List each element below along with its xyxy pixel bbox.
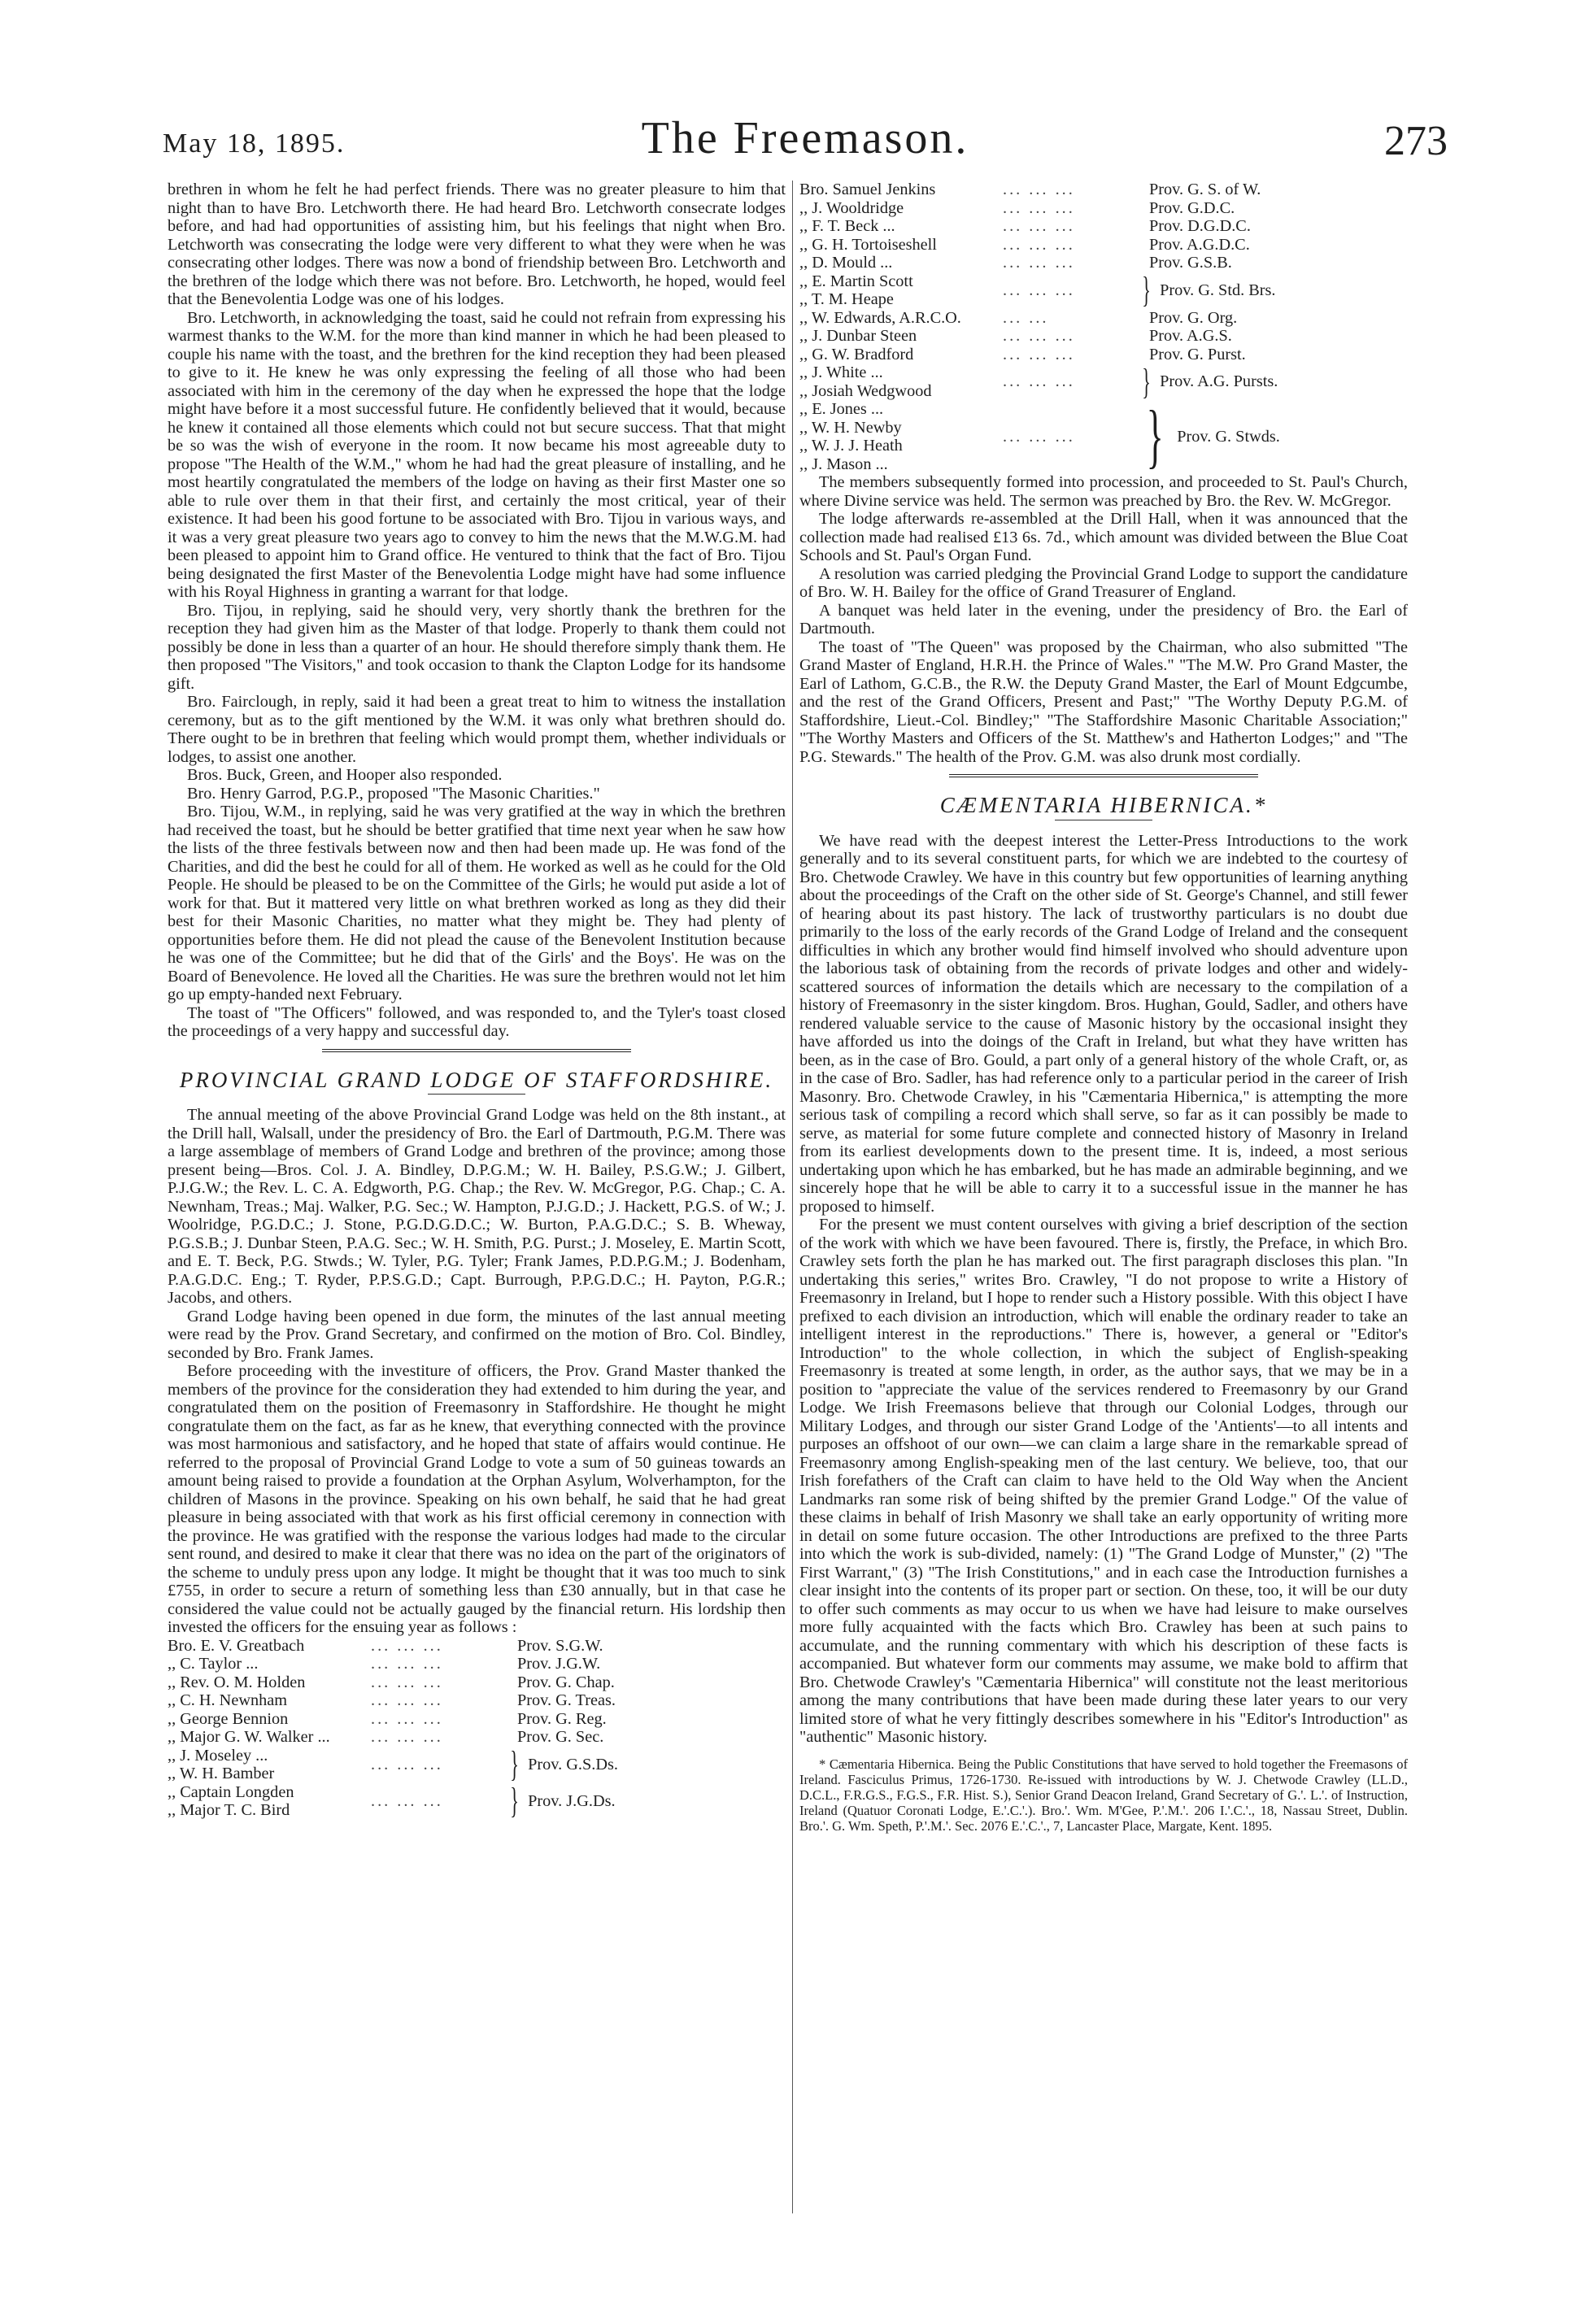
officer-row [168,1710,786,1729]
leader-dots: ... ... ... [1003,281,1075,299]
officer-row [799,181,1408,199]
officer-name: ,, E. Martin Scott [799,272,913,290]
leader-dots: ... ... ... [1003,327,1075,345]
leader-dots: ... ... ... [371,1791,443,1810]
brace-glyph: } [510,1781,519,1821]
article-paragraph: The toast of "The Queen" was proposed by the Chairman, who also submitted "The Grand Master of England, H.R.H. the Prince of Wales." "The M.W. Pro Grand Master, the Earl of Lathom, G.C.B., the R.W. the Deputy Grand Master, the Earl of Mount Edgcumbe, and the rest of the Grand Officers, Present and Past;" "The Worthy Deputy P.G.M. of Staffordshire, Lieut.-Col. Bindley;" "The Staffordshire Masonic Charitable Association;" "The Worthy Masters and Officers of the St. Matthew's and Hatherton Lodges;" and "The P.G. Stewards." The health of the Prov. G.M. was also drunk most cordially. [799,638,1408,766]
officer-name: ,, J. Dunbar Steen [799,327,917,345]
section-rule [949,774,1258,780]
officer-name: ,, G. H. Tortoiseshell [799,235,937,254]
officer-name: ,, J. Moseley ... [168,1746,268,1765]
officer-row [799,236,1408,255]
leader-dots: ... ... ... [1003,217,1075,235]
leader-dots: ... ... ... [371,1636,443,1655]
leader-dots: ... ... ... [1003,235,1075,254]
leader-dots: ... ... ... [1003,198,1075,217]
officer-office: Prov. G. Org. [1149,308,1238,327]
officer-group [799,363,1408,400]
article-paragraph: Bros. Buck, Green, and Hooper also responded. [187,766,503,784]
officer-row [168,1673,786,1692]
officer-name: ,, J. White ... [799,363,883,381]
leader-dots: ... ... ... [371,1728,443,1746]
officer-office: Prov. G. Reg. [517,1709,607,1728]
officer-name: Bro. Samuel Jenkins [799,181,936,198]
officer-name: ,, T. M. Heape [799,290,894,308]
officer-group [799,272,1408,309]
officer-name: ,, W. J. J. Heath [799,437,903,455]
officer-name: ,, C. H. Newnham [168,1691,288,1709]
officer-row [168,1655,786,1673]
officer-row [799,309,1408,328]
officer-office: Prov. D.G.D.C. [1149,217,1251,235]
officer-office: Prov. G. Purst. [1149,345,1246,363]
officer-name: ,, W. Edwards, A.R.C.O. [799,308,961,327]
issue-date: May 18, 1895. [163,128,346,159]
officer-office: Prov. G. Stwds. [1177,427,1280,446]
officer-row [799,254,1408,272]
officer-office: Prov. J.G.W. [517,1655,601,1673]
officer-office: Prov. G.S.B. [1149,254,1232,272]
officer-office: Prov. G. Sec. [517,1728,604,1746]
article-paragraph: The lodge afterwards re-assembled at the Drill Hall, when it was announced that the collection made had realised £13 6s. 7d., which amount was divided between the Blue Coat Schools and St. Paul's Organ Fund. [799,510,1408,564]
article-paragraph: We have read with the deepest interest the Letter-Press Introductions to the work generally and to its several constituent parts, for which we are indebted to the courtesy of Bro. Chetwode Crawley. We have in this country but few opportunities of learning anything about the proceedings of the Craft on the other side of St. George's Channel, and still fewer of hearing about its past history. The lack of trustworthy particulars is no doubt due primarily to the loss of the early records of the Grand Lodge of Ireland and the consequent difficulties in which any brother would find himself involved who should adventure upon the laborious task of obtaining from the records of private lodges and other and widely-scattered sources of information the details which are necessary to the compilation of a history of Freemasonry in the sister kingdom. Bros. Hughan, Gould, Sadler, and others have rendered valuable service to the cause of Masonic history by the occasional insight they have afforded us into the doings of the Craft in Ireland, but what they have written has been, as in the case of Bro. Gould, a part only of a general history of the whole Craft, or, as in the case of Bro. Sadler, has had reference only to a particular period in the career of Irish Masonry. Bro. Chetwode Crawley, in his "Cæmentaria Hibernica," is attempting the more serious task of compiling a record which shall serve, so far as it can possibly be made to serve, as material for some future complete and connected history of Masonry in Ireland from its earliest developments down to the present time. It is, indeed, a most serious undertaking upon which he has embarked, but he has made an admirable beginning, and we sincerely hope that he will be able to carry it to a successful issue in the manner he has proposed to himself. [799,831,1408,1216]
left-column [168,181,786,1820]
article-paragraph: The annual meeting of the above Provincial Grand Lodge was held on the 8th instant., at the Drill hall, Walsall, under the presidency of Bro. the Earl of Dartmouth, P.G.M. There was a large assemblage of members of Grand Lodge and brethren of the province; among those present being—Bros. Col. J. A. Bindley, D.P.G.M.; W. H. Bailey, P.S.G.W.; J. Gilbert, P.J.G.W.; the Rev. L. C. A. Edgworth, P.G. Chap.; the Rev. W. McGregor, P.G. Chap.; C. A. Newnham, Treas.; Maj. Walker, P.G. Sec.; W. Hampton, P.J.G.D.; J. Hackett, P.G.S. of W.; J. Woolridge, P.G.D.C.; J. Stone, P.G.D.G.D.C.; W. Burton, P.A.G.D.C.; S. B. Wheway, P.G.S.B.; J. Dunbar Steen, P.A.G. Sec.; W. H. Smith, P.G. Purst.; J. Moseley, E. Martin Scott, and E. T. Beck, P.G. Stwds.; W. Tyler, P.G. Tyler; Frank James, P.D.P.G.M.; J. Bodenham, P.A.G.D.C. Eng.; T. Ryder, P.P.S.G.D.; Capt. Burrough, P.P.G.D.C.; H. Payton, P.G.R.; Jacobs, and others. [168,1106,786,1307]
article-paragraph: Bro. Letchworth, in acknowledging the toast, said he could not refrain from expressing his warmest thanks to the W.M. for the more than kind manner in which he had been pleased to couple his name with the toast, and the brethren for the kind reception they had been pleased to give to it. He knew he was only expressing the feeling of all those who had been associated with him in the ceremony of the day when he expressed the hope that the lodge might have before it a most successful future. He confidently believed that it would, because he knew it contained all those elements which could not but secure success. That that might be so was the wish of everyone in the room. It now became his most agreeable duty to propose "The Health of the W.M.," whom he had had the great pleasure of installing, and he most heartily congratulated the members of the lodge on having as their first Master one so able to rule over them in that their first, and certainly the most critical, year of their existence. It had been his good fortune to be associated with Bro. Tijou in various ways, and it was a very great pleasure two years ago to convey to him the news that the M.W.G.M. had been pleased to appoint him to Grand office. He ventured to think that the fact of Bro. Tijou being designated the first Master of the Benevolentia Lodge might have had some influence with his Royal Highness in granting a warrant for that lodge. [168,308,786,601]
article-paragraph: A banquet was held later in the evening, under the presidency of Bro. the Earl of Dartmouth. [799,601,1408,638]
officer-name: ,, C. Taylor ... [168,1655,259,1673]
officer-row [168,1637,786,1656]
officer-office: Prov. G.S.Ds. [528,1755,618,1773]
brace-glyph: } [1146,397,1164,476]
page-header [163,112,1448,169]
officer-office: Prov. J.G.Ds. [528,1791,616,1810]
officer-office: Prov. A.G.D.C. [1149,235,1250,254]
officer-row [799,346,1408,364]
article-paragraph: A resolution was carried pledging the Provincial Grand Lodge to support the candidature of Bro. W. H. Bailey for the office of Grand Treasurer of England. [799,564,1408,601]
article-paragraph: Grand Lodge having been opened in due form, the minutes of the last annual meeting were read by the Prov. Grand Secretary, and confirmed on the motion of Bro. Col. Bindley, seconded by Bro. Frank James. [168,1307,786,1362]
brace-glyph: } [1142,270,1151,310]
leader-dots: ... ... ... [1003,254,1075,272]
brace-glyph: } [510,1744,519,1784]
officer-row [168,1728,786,1747]
officer-row [168,1691,786,1710]
leader-dots: ... ... ... [1003,372,1075,391]
page-number: 273 [1384,118,1448,164]
brace-glyph: } [1142,361,1151,402]
officer-office: Prov. A.G. Pursts. [1160,372,1278,391]
officer-office: Prov. G. Std. Brs. [1160,281,1276,299]
article-paragraph: The members subsequently formed into procession, and proceeded to St. Paul's Church, where Divine service was held. The sermon was preached by Bro. the Rev. W. McGregor. [799,473,1408,510]
officer-name: ,, J. Wooldridge [799,198,904,217]
officer-name: ,, G. W. Bradford [799,345,914,363]
officer-office: Prov. G. S. of W. [1149,181,1261,198]
leader-dots: ... ... ... [371,1655,443,1673]
officer-name: ,, E. Jones ... [799,400,884,418]
officer-row [799,199,1408,218]
leader-dots: ... ... ... [371,1755,443,1773]
officer-name: ,, W. H. Bamber [168,1765,275,1782]
masthead-title: The Freemason. [641,113,969,163]
leader-dots: ... ... ... [371,1709,443,1728]
officer-office: Prov. G. Chap. [517,1673,615,1691]
officer-office: Prov. G.D.C. [1149,198,1235,217]
officer-group [799,397,1408,476]
leader-dots: ... ... [1003,308,1049,327]
article-paragraph: Bro. Fairclough, in reply, said it had been a great treat to him to witness the installation ceremony, but as to the gift mentioned by the W.M. it was only what brethren should do. There ought to be in brethren that feeling which would prompt them, whether individuals or lodges, to assist one another. [168,693,786,766]
officer-name: ,, George Bennion [168,1709,289,1728]
section-rule [322,1049,631,1055]
officer-group [168,1783,786,1820]
officer-list [799,181,1408,476]
officer-office: Prov. A.G.S. [1149,327,1232,345]
officer-group [168,1744,786,1784]
leader-dots: ... ... ... [1003,181,1075,198]
article-paragraph: The toast of "The Officers" followed, and was responded to, and the Tyler's toast closed the proceedings of a very happy and successful day. [168,1003,786,1040]
officer-name: ,, D. Mould ... [799,254,893,272]
officer-name: ,, Major T. C. Bird [168,1801,290,1819]
officer-name: ,, Rev. O. M. Holden [168,1673,306,1691]
footnote: * Cæmentaria Hibernica. Being the Public Constitutions that have served to hold together the Freemasons of Ireland. Fasciculus Primus, 1726-1730. Re-issued with introductions by W. J. Chetwode Crawley (LL.D., D.C.L., F.R.G.S., F.G.S., F.R. Hist. S.), Senior Grand Deacon Ireland, Grand Secretary of G.'. L.'. of Instruction, Ireland (Quatuor Coronati Lodge, E.'.C.'.). Bro.'. Wm. M'Gee, P.'.M.'. 206 I.'.C.'., 18, Nassau Street, Dublin. Bro.'. G. Wm. Speth, P.'.M.'. Sec. 2076 E.'.C.'., 7, Lancaster Place, Margate, Kent. 1895. [799,1756,1408,1834]
article-paragraph: Bro. Henry Garrod, P.G.P., proposed "The Masonic Charities." [187,784,600,803]
leader-dots: ... ... ... [1003,427,1075,446]
officer-name: ,, J. Mason ... [799,455,888,473]
officer-name: ,, Josiah Wedgwood [799,381,932,400]
officer-office: Prov. G. Treas. [517,1691,616,1709]
officer-row [799,327,1408,346]
article-paragraph: Before proceeding with the investiture of officers, the Prov. Grand Master thanked the members of the province for the consideration they had extended to him during the year, and congratulated them on the position of Freemasonry in Staffordshire. He thought he might congratulate them on the fact, as far as he knew, that everything connected with the province was most harmonious and satisfactory, and he hoped that state of affairs would continue. He referred to the proposal of Provincial Grand Lodge to vote a sum of 50 guineas towards an amount being raised to provide a foundation at the Orphan Asylum, Wolverhampton, for the children of Masons in the province. Speaking on his own behalf, he said that he had great pleasure in being associated with that work as his first official ceremony in connection with the province. He was gratified with the response the various lodges had made to the circular sent round, and desired to make it clear that there was no idea on the part of the originators of the scheme to unduly press upon any lodge. It might be thought that it was too much to sink £755, in order to secure a return of something less than £30 annually, but in that case he considered the value could not be actually gauged by the financial return. His lordship then invested the officers for the ensuing year as follows : [168,1362,786,1636]
officer-name: ,, W. H. Newby [799,418,902,437]
article-paragraph: brethren in whom he felt he had perfect friends. There was no greater pleasure to him that night than to have Bro. Letchworth there. He had heard Bro. Letchworth consecrate lodges before, and had had opportunities of assisting him, but his feelings that night when Bro. Letchworth was consecrating the lodge were very different to what they were when he was consecrating other lodges. There was now a bond of friendship between Bro. Letchworth and the brethren of the lodge which there was not before. Bro. Letchworth, he hoped, would feel that the Benevolentia Lodge was one of his lodges. [168,181,786,308]
officer-name: ,, Major G. W. Walker ... [168,1728,330,1746]
section-heading: CÆMENTARIA HIBERNICA.* [939,793,1268,817]
officer-name: ,, Captain Longden [168,1782,294,1801]
column-divider [792,181,793,2213]
leader-dots: ... ... ... [371,1673,443,1691]
officer-name: ,, F. T. Beck ... [799,217,895,235]
officer-name: Bro. E. V. Greatbach [168,1636,305,1655]
right-column [799,181,1408,1834]
heading-rule [428,1094,525,1095]
section-heading: PROVINCIAL GRAND LODGE OF STAFFORDSHIRE. [179,1067,774,1092]
article-paragraph: For the present we must content ourselves with giving a brief description of the section of the work with which we have been favoured. There is, firstly, the Preface, in which Bro. Crawley sets forth the plan he has marked out. The first paragraph discloses this plan. "In undertaking this series," writes Bro. Crawley, "I do not propose to write a History of Freemasonry in Ireland, but I hope to render such a History possible. With this object I have prefixed to each division an introduction, which will enable the ordinary reader to take an intelligent interest in the reproductions." There is, however, a general or "Editor's Introduction" to the whole collection, in which the subject of English-speaking Freemasonry is treated at some length, in order, as the author says, that we may be in a position to "appreciate the value of the services rendered to Freemasonry by our Grand Lodge. We Irish Freemasons believe that through our Colonial Lodges, through our Military Lodges, and through our sister Grand Lodge of the 'Antients'—to all intents and purposes an offshoot of our own—we can claim a large share in the remarkable spread of Freemasonry among English-speaking men of the last century. We believe, too, that our Irish forefathers of the Craft can claim to have held to the Old Way when the Ancient Landmarks ran some risk of being shifted by the premier Grand Lodge." Of the value of these claims in behalf of Irish Masonry we shall take an early opportunity of writing more in detail on some future occasion. The other Introductions are prefixed to the three Parts into which the work is sub-divided, namely: (1) "The Grand Lodge of Munster," (2) "The First Warrant," (3) "The Irish Constitutions," and in each case the Introduction furnishes a clear insight into the contents of its proper part or section. On these, too, it will be our duty to offer such comments as may occur to us when we have had leisure to make ourselves more fully acquainted with the facts which Bro. Crawley has been at such pains to accumulate, and the running commentary with which his description of these facts is accompanied. But whatever form our comments may assume, we make bold to affirm that Bro. Chetwode Crawley's "Cæmentaria Hibernica" will constitute not the least meritorious among the many contributions that have been made during these later years to our very limited store of what he very fittingly describes somewhere in his "Editor's Introduction" as "authentic" Masonic history. [799,1216,1408,1746]
officer-office: Prov. S.G.W. [517,1636,603,1655]
leader-dots: ... ... ... [371,1691,443,1709]
officer-row [799,217,1408,236]
article-paragraph: Bro. Tijou, in replying, said he should very, very shortly thank the brethren for the reception they had given him as the Master of that lodge. Properly to thank them could not possibly be done in less than a quarter of an hour. He should therefore simply thank them. He then proposed "The Visitors," and took occasion to thank the Clapton Lodge for its handsome gift. [168,601,786,693]
article-paragraph: Bro. Tijou, W.M., in replying, said he was very gratified at the way in which the brethren had received the toast, but he should be better gratified that time next year when he saw how the lists of the three festivals between now and then had been made up. He was fond of the Charities, and did the best he could for all of them. He worked as well as he could for the Old People. He should be pleased to be on the Committee of the Girls; he would put aside a lot of work for that. But it mattered very little on what brethren worked as long as they did their best for their Masonic Charities, no matter what they might be. They had plenty of opportunities before them. He did not plead the cause of the Benevolent Institution because he was one of the Committee; but he did that of the Girls' and the Boys'. He was on the Board of Benevolence. He loved all the Charities. He was sure the brethren would not let him go up empty-handed next February. [168,803,786,1003]
officer-list [168,1637,786,1820]
leader-dots: ... ... ... [1003,345,1075,363]
